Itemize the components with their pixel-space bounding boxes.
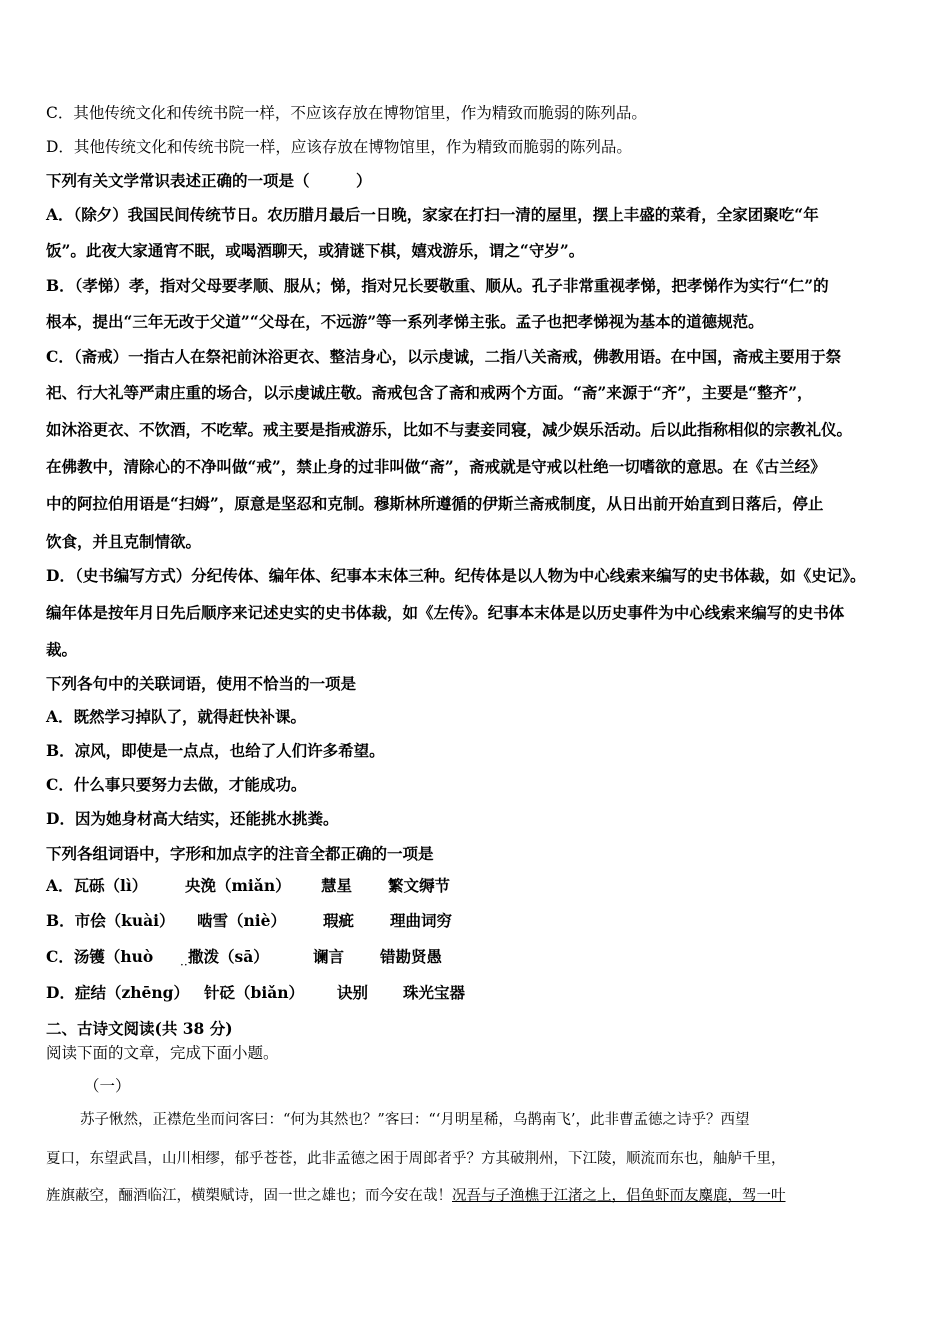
lit-option-d-line1: D．（史书编写方式）分纪传体、编年体、纪事本末体三种。纪传体是以人物为中心线索来编写的史书体裁，如《史记》。 [46, 566, 866, 585]
question-characters-stem: 下列各组词语中，字形和加点字的注音全都正确的一项是 [46, 844, 434, 863]
lit-option-c-line6: 饮食，并且克制情欲。 [46, 532, 202, 551]
lit-option-c-line4: 在佛教中，清除心的不净叫做“戒”，禁止身的过非叫做“斋”，斋戒就是守戒以杜绝一切嗜欲的意思。在《古兰经》 [46, 457, 826, 476]
question-prev-option-c: C．其他传统文化和传统书院一样，不应该存放在博物馆里，作为精致而脆弱的陈列品。 [46, 104, 647, 122]
conj-option-c: C．什么事只要努力去做，才能成功。 [46, 775, 307, 794]
question-prev-option-d: D．其他传统文化和传统书院一样，应该存放在博物馆里，作为精致而脆弱的陈列品。 [46, 138, 632, 156]
lit-option-b-line1: B．（孝悌）孝，指对父母要孝顺、服从；悌，指对兄长要敬重、顺从。孔子非常重视孝悌，把孝悌作为实行“仁”的 [46, 276, 829, 295]
char-d-word2: 针砭（biǎn） [204, 983, 305, 1002]
lit-option-c-line1: C．（斋戒）一指古人在祭祀前沐浴更衣、整洁身心，以示虔诚，二指八关斋戒，佛教用语。在中国，斋戒主要用于祭 [46, 347, 842, 366]
conj-option-a: A．既然学习掉队了，就得赶快补课。 [46, 707, 307, 726]
char-a-word2: 央浼（miǎn） [185, 876, 291, 895]
passage-line-3 [46, 1186, 786, 1206]
sub-heading: （一） [84, 1077, 131, 1095]
conj-option-b: B．凉风，即使是一点点，也给了人们许多希望。 [46, 741, 385, 760]
question-conjunction-stem: 下列各句中的关联词语，使用不恰当的一项是 [46, 674, 357, 693]
char-c-word4: 错勘贤愚 [380, 947, 443, 966]
char-b-word4: 理曲词穷 [390, 911, 453, 930]
lit-option-d-line3: 裁。 [46, 640, 78, 659]
emphasis-dot-icon: ·· [180, 958, 188, 972]
lit-option-c-line5: 中的阿拉伯用语是“扫姆”，原意是坚忍和克制。穆斯林所遵循的伊斯兰斋戒制度，从日出前开始直到日落后，停止 [46, 494, 824, 513]
lit-option-a-line1: A．（除夕）我国民间传统节日。农历腊月最后一日晚，家家在打扫一清的屋里，摆上丰盛的菜肴，全家团聚吃“年 [46, 205, 819, 224]
lit-option-c-line3: 如沐浴更衣、不饮酒，不吃荤。戒主要是指戒游乐，比如不与妻妾同寝，减少娱乐活动。后以此指称相似的宗教礼仪。 [46, 420, 853, 439]
char-c-word3: 谰言 [313, 947, 345, 966]
char-a-word3: 慧星 [321, 876, 353, 895]
question-literature-stem: 下列有关文学常识表述正确的一项是（ ） [46, 171, 372, 190]
lit-option-b-line2: 根本，提出“三年无改于父道”“父母在，不远游”等一系列孝悌主张。孟子也把孝悌视为基本的道德规范。 [46, 312, 764, 331]
char-b-word1: B．市侩（kuài） [46, 911, 175, 930]
passage-line-3-plain: 旌旗蔽空，酾酒临江，横槊赋诗，固一世之雄也；而今安在哉！ [46, 1188, 452, 1204]
char-d-word3: 诀别 [337, 983, 369, 1002]
char-d-word1: D．症结（zhēng） [46, 983, 189, 1002]
char-a-word1: A．瓦砾（lì） [46, 876, 148, 895]
section-title: 二、古诗文阅读(共 38 分) [46, 1019, 233, 1038]
lit-option-c-line2: 祀、行大礼等严肃庄重的场合，以示虔诚庄敬。斋戒包含了斋和戒两个方面。“斋”来源于“齐”，主要是“整齐”， [46, 383, 813, 402]
section-intro: 阅读下面的文章，完成下面小题。 [46, 1044, 279, 1062]
passage-underlined-sentence: 况吾与子渔樵于江渚之上，侣鱼虾而友麋鹿，驾一叶 [452, 1188, 786, 1204]
char-b-word2: 啮雪（niè） [197, 911, 287, 930]
lit-option-d-line2: 编年体是按年月日先后顺序来记述史实的史书体裁，如《左传》。纪事本末体是以历史事件为中心线索来编写的史书体 [46, 603, 845, 622]
char-d-word4: 珠光宝器 [403, 983, 466, 1002]
char-b-word3: 瑕疵 [323, 911, 355, 930]
passage-line-2: 夏口，东望武昌，山川相缪，郁乎苍苍，此非孟德之困于周郎者乎？方其破荆州，下江陵，顺流而东也，舳舻千里， [46, 1151, 786, 1167]
char-a-word4: 繁文缛节 [388, 876, 451, 895]
char-c-word1: C．汤镬（huò [46, 947, 154, 966]
passage-line-1: 苏子愀然，正襟危坐而问客曰：“何为其然也？”客曰：“‘月明星稀，乌鹊南飞’，此非曹孟德之诗乎？西望 [80, 1112, 750, 1128]
lit-option-a-line2: 饭”。此夜大家通宵不眠，或喝酒聊天，或猜谜下棋，嬉戏游乐，谓之“守岁”。 [46, 241, 585, 260]
conj-option-d: D．因为她身材高大结实，还能挑水挑粪。 [46, 809, 339, 828]
char-c-word2: 撒泼（sā） [188, 947, 269, 966]
